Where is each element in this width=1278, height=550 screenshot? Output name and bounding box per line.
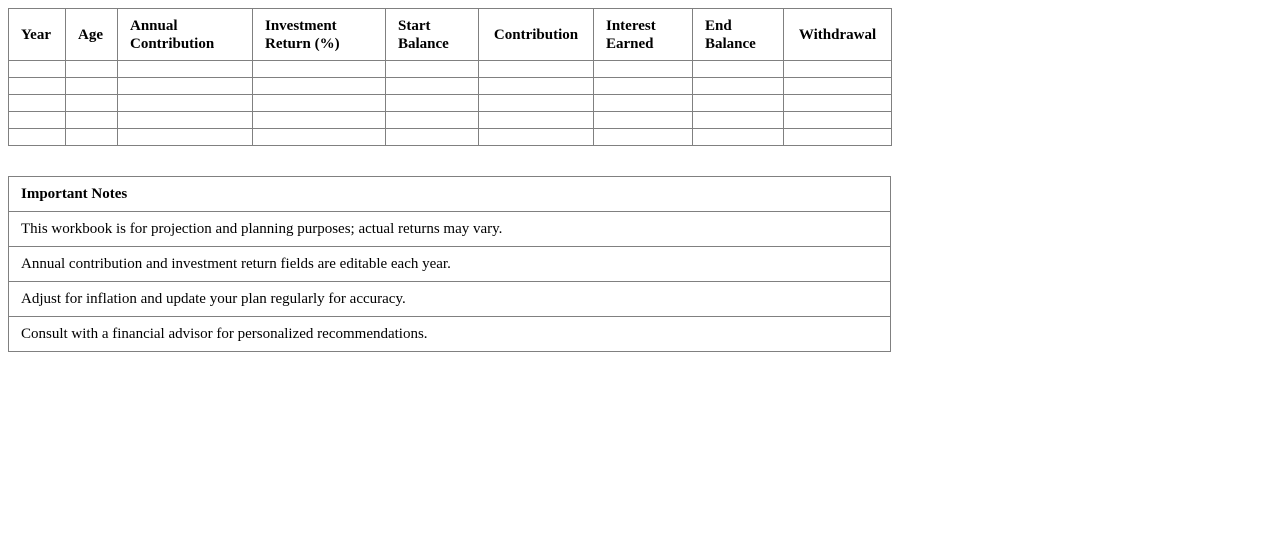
interest-earned-input[interactable] bbox=[594, 61, 692, 77]
annual-contribution-input[interactable] bbox=[118, 112, 252, 128]
cell-annual-contribution[interactable] bbox=[118, 129, 253, 146]
cell-end-balance[interactable] bbox=[693, 61, 784, 78]
year-input[interactable] bbox=[9, 129, 65, 145]
cell-year[interactable] bbox=[9, 61, 66, 78]
notes-row bbox=[9, 282, 891, 317]
age-input[interactable] bbox=[66, 95, 117, 111]
header-contribution-label: Contribution bbox=[493, 26, 579, 43]
header-label-line1: Investment bbox=[265, 17, 337, 34]
cell-age[interactable] bbox=[66, 78, 118, 95]
investment-return-input[interactable] bbox=[253, 112, 385, 128]
notes-header-row bbox=[9, 177, 891, 212]
end-balance-input[interactable] bbox=[693, 112, 783, 128]
important-notes-table bbox=[8, 176, 891, 352]
cell-interest-earned[interactable] bbox=[594, 61, 693, 78]
year-input[interactable] bbox=[9, 78, 65, 94]
cell-investment-return[interactable] bbox=[253, 129, 386, 146]
header-interest-earned bbox=[594, 9, 693, 61]
cell-year[interactable] bbox=[9, 112, 66, 129]
contribution-input[interactable] bbox=[479, 129, 593, 145]
cell-interest-earned[interactable] bbox=[594, 95, 693, 112]
cell-withdrawal[interactable] bbox=[784, 129, 892, 146]
year-input[interactable] bbox=[9, 95, 65, 111]
header-withdrawal bbox=[784, 9, 892, 61]
cell-year[interactable] bbox=[9, 95, 66, 112]
year-input[interactable] bbox=[9, 61, 65, 77]
cell-contribution[interactable] bbox=[479, 78, 594, 95]
cell-start-balance[interactable] bbox=[386, 61, 479, 78]
cell-interest-earned[interactable] bbox=[594, 129, 693, 146]
header-label-line2: Balance bbox=[398, 35, 449, 52]
start-balance-input[interactable] bbox=[386, 95, 478, 111]
table-row bbox=[9, 61, 892, 78]
withdrawal-input[interactable] bbox=[784, 112, 891, 128]
annual-contribution-input[interactable] bbox=[118, 61, 252, 77]
table-row bbox=[9, 95, 892, 112]
withdrawal-input[interactable] bbox=[784, 78, 891, 94]
table-row bbox=[9, 129, 892, 146]
cell-investment-return[interactable] bbox=[253, 61, 386, 78]
header-label-line2: Balance bbox=[705, 35, 756, 52]
contribution-input[interactable] bbox=[479, 78, 593, 94]
withdrawal-input[interactable] bbox=[784, 129, 891, 145]
cell-age[interactable] bbox=[66, 129, 118, 146]
cell-start-balance[interactable] bbox=[386, 95, 479, 112]
notes-row bbox=[9, 317, 891, 352]
cell-year[interactable] bbox=[9, 129, 66, 146]
cell-contribution[interactable] bbox=[479, 129, 594, 146]
notes-title: Important Notes bbox=[9, 177, 891, 212]
note-text: Adjust for inflation and update your plan regularly for accuracy. bbox=[9, 282, 891, 317]
header-label-line1: Annual bbox=[130, 17, 178, 34]
cell-annual-contribution[interactable] bbox=[118, 61, 253, 78]
header-annual-contribution bbox=[118, 9, 253, 61]
notes-row bbox=[9, 212, 891, 247]
annual-contribution-input[interactable] bbox=[118, 95, 252, 111]
end-balance-input[interactable] bbox=[693, 78, 783, 94]
table-row bbox=[9, 112, 892, 129]
cell-investment-return[interactable] bbox=[253, 95, 386, 112]
cell-interest-earned[interactable] bbox=[594, 112, 693, 129]
header-end-balance bbox=[693, 9, 784, 61]
cell-withdrawal[interactable] bbox=[784, 95, 892, 112]
cell-end-balance[interactable] bbox=[693, 95, 784, 112]
start-balance-input[interactable] bbox=[386, 61, 478, 77]
age-input[interactable] bbox=[66, 61, 117, 77]
header-start-balance bbox=[386, 9, 479, 61]
header-age-label: Age bbox=[78, 26, 103, 43]
end-balance-input[interactable] bbox=[693, 61, 783, 77]
end-balance-input[interactable] bbox=[693, 129, 783, 145]
header-label-line2: Contribution bbox=[130, 35, 215, 52]
header-year bbox=[9, 9, 66, 61]
cell-age[interactable] bbox=[66, 61, 118, 78]
workbook-content bbox=[8, 8, 891, 352]
investment-return-input[interactable] bbox=[253, 95, 385, 111]
withdrawal-input[interactable] bbox=[784, 95, 891, 111]
interest-earned-input[interactable] bbox=[594, 112, 692, 128]
cell-annual-contribution[interactable] bbox=[118, 78, 253, 95]
cell-end-balance[interactable] bbox=[693, 112, 784, 129]
start-balance-input[interactable] bbox=[386, 112, 478, 128]
header-label-line2: Return (%) bbox=[265, 35, 340, 52]
header-label-line1: End bbox=[705, 17, 732, 34]
cell-start-balance[interactable] bbox=[386, 129, 479, 146]
header-contribution bbox=[479, 9, 594, 61]
interest-earned-input[interactable] bbox=[594, 129, 692, 145]
end-balance-input[interactable] bbox=[693, 95, 783, 111]
investment-return-input[interactable] bbox=[253, 61, 385, 77]
cell-investment-return[interactable] bbox=[253, 78, 386, 95]
header-label-line1: Start bbox=[398, 17, 431, 34]
year-input[interactable] bbox=[9, 112, 65, 128]
cell-contribution[interactable] bbox=[479, 61, 594, 78]
cell-start-balance[interactable] bbox=[386, 78, 479, 95]
cell-withdrawal[interactable] bbox=[784, 112, 892, 129]
age-input[interactable] bbox=[66, 78, 117, 94]
start-balance-input[interactable] bbox=[386, 78, 478, 94]
contribution-input[interactable] bbox=[479, 95, 593, 111]
table-row bbox=[9, 78, 892, 95]
interest-earned-input[interactable] bbox=[594, 95, 692, 111]
age-input[interactable] bbox=[66, 112, 117, 128]
start-balance-input[interactable] bbox=[386, 129, 478, 145]
note-text: This workbook is for projection and planning purposes; actual returns may vary. bbox=[9, 212, 891, 247]
header-age bbox=[66, 9, 118, 61]
age-input[interactable] bbox=[66, 129, 117, 145]
investment-return-input[interactable] bbox=[253, 129, 385, 145]
cell-contribution[interactable] bbox=[479, 112, 594, 129]
contribution-input[interactable] bbox=[479, 61, 593, 77]
annual-contribution-input[interactable] bbox=[118, 78, 252, 94]
projection-header-row bbox=[9, 9, 892, 61]
projection-table bbox=[8, 8, 892, 146]
header-year-label: Year bbox=[21, 26, 51, 43]
cell-withdrawal[interactable] bbox=[784, 61, 892, 78]
header-label-line2: Earned bbox=[606, 35, 654, 52]
cell-withdrawal[interactable] bbox=[784, 78, 892, 95]
cell-annual-contribution[interactable] bbox=[118, 112, 253, 129]
header-label-line1: Interest bbox=[606, 17, 656, 34]
header-investment-return bbox=[253, 9, 386, 61]
notes-row bbox=[9, 247, 891, 282]
header-withdrawal-label: Withdrawal bbox=[798, 26, 877, 43]
cell-start-balance[interactable] bbox=[386, 112, 479, 129]
contribution-input[interactable] bbox=[479, 112, 593, 128]
cell-investment-return[interactable] bbox=[253, 112, 386, 129]
withdrawal-input[interactable] bbox=[784, 61, 891, 77]
cell-year[interactable] bbox=[9, 78, 66, 95]
note-text: Annual contribution and investment return fields are editable each year. bbox=[9, 247, 891, 282]
cell-contribution[interactable] bbox=[479, 95, 594, 112]
cell-end-balance[interactable] bbox=[693, 129, 784, 146]
cell-end-balance[interactable] bbox=[693, 78, 784, 95]
cell-annual-contribution[interactable] bbox=[118, 95, 253, 112]
cell-interest-earned[interactable] bbox=[594, 78, 693, 95]
cell-age[interactable] bbox=[66, 112, 118, 129]
cell-age[interactable] bbox=[66, 95, 118, 112]
annual-contribution-input[interactable] bbox=[118, 129, 252, 145]
note-text: Consult with a financial advisor for personalized recommendations. bbox=[9, 317, 891, 352]
investment-return-input[interactable] bbox=[253, 78, 385, 94]
interest-earned-input[interactable] bbox=[594, 78, 692, 94]
